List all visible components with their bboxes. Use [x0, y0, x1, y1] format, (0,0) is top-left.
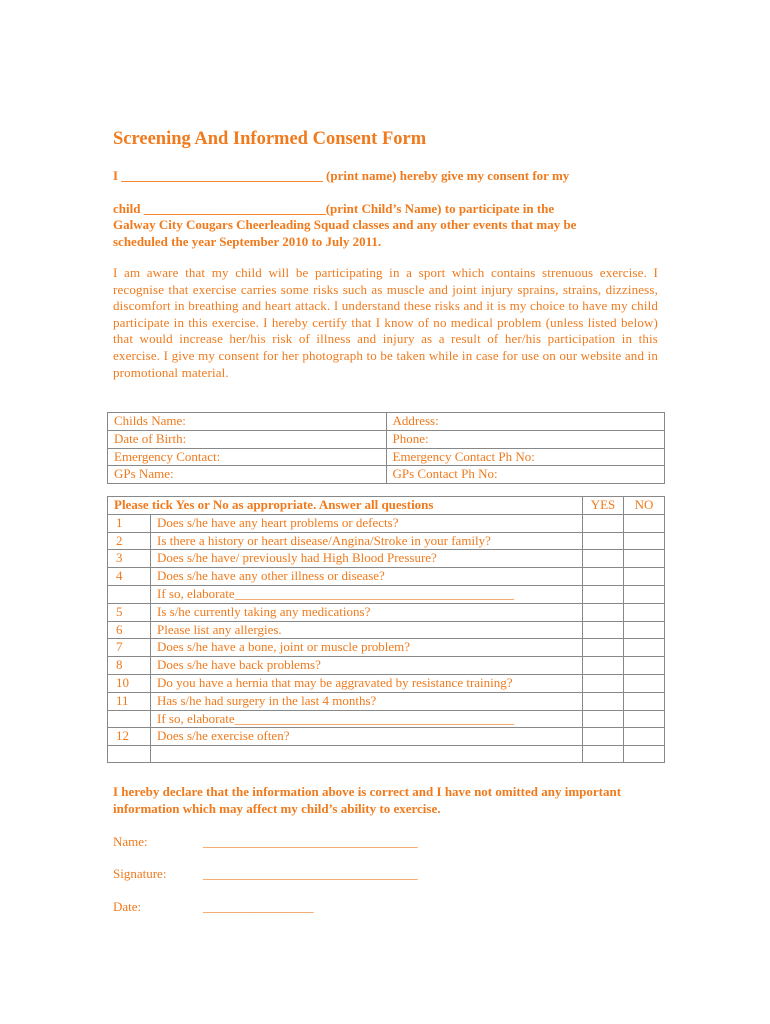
no-checkbox-cell[interactable]	[624, 657, 665, 675]
name-field[interactable]: _________________________________	[203, 834, 418, 849]
yes-checkbox-cell[interactable]	[583, 514, 624, 532]
consent-line-2: child ____________________________(print Child’s Name) to participate in the	[113, 201, 555, 216]
consent-line-4: scheduled the year September 2010 to July 2011.	[113, 234, 382, 249]
yes-checkbox-cell[interactable]	[583, 532, 624, 550]
consent-line-3: Galway City Cougars Cheerleading Squad classes and any other events that may be	[113, 217, 577, 232]
no-checkbox-cell[interactable]	[624, 728, 665, 746]
no-column-header: NO	[624, 497, 665, 515]
name-label: Name:	[113, 834, 148, 849]
questions-header: Please tick Yes or No as appropriate. Answer all questions	[108, 497, 583, 515]
question-row	[108, 603, 665, 621]
info-field-label[interactable]: Emergency Contact:	[108, 448, 387, 466]
question-text: Is there a history or heart disease/Angina/Stroke in your family?	[151, 532, 583, 550]
signature-field[interactable]: _________________________________	[203, 866, 418, 881]
question-row	[108, 728, 665, 746]
question-row	[108, 514, 665, 532]
question-number: 5	[108, 603, 151, 621]
no-checkbox-cell[interactable]	[624, 514, 665, 532]
blank-cell	[108, 746, 151, 763]
question-number: 10	[108, 674, 151, 692]
no-checkbox-cell[interactable]	[624, 674, 665, 692]
blank-row	[108, 746, 665, 763]
blank-cell[interactable]	[624, 746, 665, 763]
yes-checkbox-cell[interactable]	[583, 550, 624, 568]
question-text: Does s/he have/ previously had High Blood Pressure?	[151, 550, 583, 568]
question-text: Does s/he exercise often?	[151, 728, 583, 746]
question-text: If so, elaborate___________________________________________	[151, 710, 583, 728]
question-row	[108, 657, 665, 675]
yes-checkbox-cell[interactable]	[583, 603, 624, 621]
page-title: Screening And Informed Consent Form	[113, 129, 427, 149]
no-checkbox-cell[interactable]	[624, 532, 665, 550]
no-checkbox-cell[interactable]	[624, 692, 665, 710]
question-text: Please list any allergies.	[151, 621, 583, 639]
yes-checkbox-cell[interactable]	[583, 585, 624, 603]
yes-checkbox-cell[interactable]	[583, 674, 624, 692]
info-field-label[interactable]: Childs Name:	[108, 413, 387, 431]
health-questions-table	[107, 496, 665, 763]
question-text: Do you have a hernia that may be aggravated by resistance training?	[151, 674, 583, 692]
question-text: If so, elaborate___________________________________________	[151, 585, 583, 603]
question-row	[108, 674, 665, 692]
no-checkbox-cell[interactable]	[624, 603, 665, 621]
question-number: 11	[108, 692, 151, 710]
question-text: Is s/he currently taking any medications?	[151, 603, 583, 621]
question-row	[108, 710, 665, 728]
question-number: 12	[108, 728, 151, 746]
question-row	[108, 550, 665, 568]
yes-checkbox-cell[interactable]	[583, 710, 624, 728]
question-text: Has s/he had surgery in the last 4 months?	[151, 692, 583, 710]
declaration-text: I hereby declare that the information above is correct and I have not omitted any important information which may affect my child’s ability to exercise.	[113, 784, 622, 816]
no-checkbox-cell[interactable]	[624, 585, 665, 603]
question-number	[108, 585, 151, 603]
consent-paragraph: I am aware that my child will be participating in a sport which contains strenuous exercise. I recognise that exercise carries some risks such as muscle and joint injury sprains, strains, dizziness, discomfort in breathing and heart attack. I understand these risks and it is my choice to have my child participate in this exercise. I hereby certify that I know of no medical problem (unless listed below) that would increase her/his risk of illness and injury as a result of her/his participation in this exercise. I give my consent for her photograph to be taken while in case for use on our website and in promotional material.	[113, 265, 658, 380]
question-number	[108, 710, 151, 728]
yes-checkbox-cell[interactable]	[583, 728, 624, 746]
info-field-label[interactable]: GPs Contact Ph No:	[386, 466, 665, 484]
info-field-label[interactable]: Emergency Contact Ph No:	[386, 448, 665, 466]
no-checkbox-cell[interactable]	[624, 550, 665, 568]
yes-checkbox-cell[interactable]	[583, 692, 624, 710]
question-number: 1	[108, 514, 151, 532]
info-field-label[interactable]: Phone:	[386, 430, 665, 448]
question-row	[108, 692, 665, 710]
no-checkbox-cell[interactable]	[624, 568, 665, 586]
info-field-label[interactable]: Address:	[386, 413, 665, 431]
question-text: Does s/he have a bone, joint or muscle problem?	[151, 639, 583, 657]
question-row	[108, 621, 665, 639]
date-label: Date:	[113, 899, 142, 914]
yes-checkbox-cell[interactable]	[583, 657, 624, 675]
question-number: 8	[108, 657, 151, 675]
question-row	[108, 568, 665, 586]
info-field-label[interactable]: GPs Name:	[108, 466, 387, 484]
blank-cell[interactable]	[583, 746, 624, 763]
question-number: 6	[108, 621, 151, 639]
child-info-table	[107, 412, 665, 484]
question-row	[108, 532, 665, 550]
yes-checkbox-cell[interactable]	[583, 568, 624, 586]
yes-checkbox-cell[interactable]	[583, 639, 624, 657]
yes-column-header: YES	[583, 497, 624, 515]
question-row	[108, 585, 665, 603]
consent-line-1: I _______________________________ (print name) hereby give my consent for my	[113, 168, 570, 183]
date-field[interactable]: _________________	[203, 899, 314, 914]
signature-label: Signature:	[113, 866, 167, 881]
question-row	[108, 639, 665, 657]
no-checkbox-cell[interactable]	[624, 639, 665, 657]
question-number: 4	[108, 568, 151, 586]
info-field-label[interactable]: Date of Birth:	[108, 430, 387, 448]
question-number: 2	[108, 532, 151, 550]
question-text: Does s/he have any other illness or disease?	[151, 568, 583, 586]
question-text: Does s/he have any heart problems or defects?	[151, 514, 583, 532]
yes-checkbox-cell[interactable]	[583, 621, 624, 639]
no-checkbox-cell[interactable]	[624, 621, 665, 639]
question-number: 7	[108, 639, 151, 657]
question-number: 3	[108, 550, 151, 568]
question-text: Does s/he have back problems?	[151, 657, 583, 675]
no-checkbox-cell[interactable]	[624, 710, 665, 728]
blank-cell	[151, 746, 583, 763]
